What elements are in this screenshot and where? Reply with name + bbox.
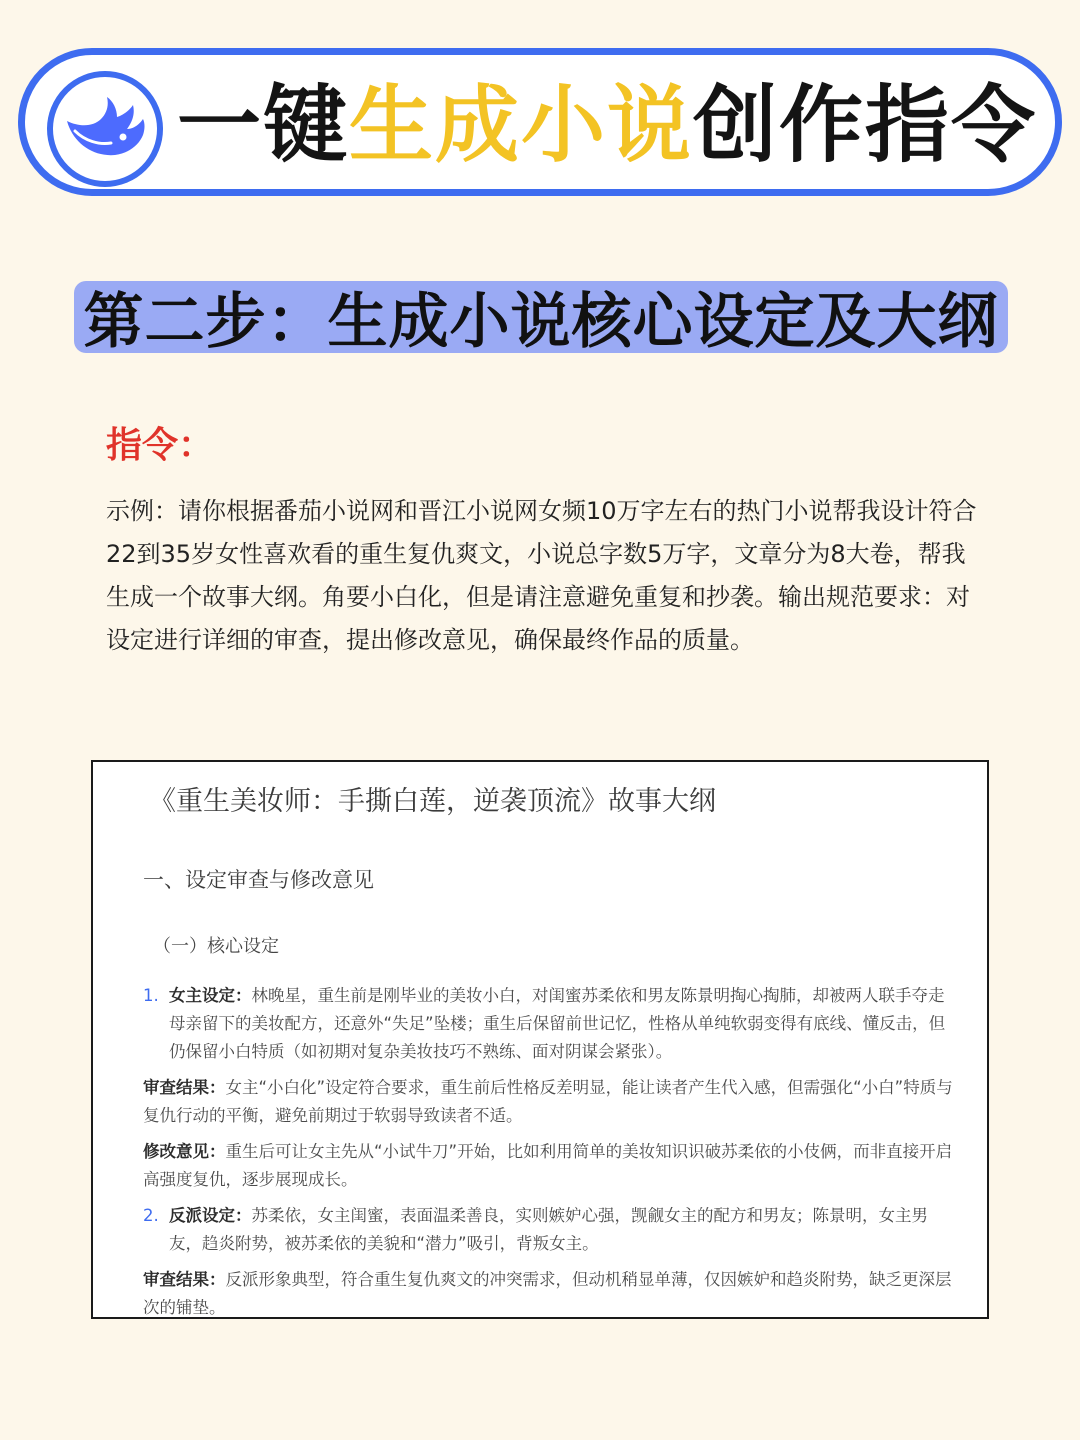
- item-label: 反派设定：: [169, 1206, 252, 1225]
- title-part-3: 创作指令: [693, 76, 1038, 174]
- step-banner: 第二步：生成小说核心设定及大纲: [74, 281, 1008, 353]
- review-paragraph: [143, 1074, 955, 1130]
- review-text: 女主“小白化”设定符合要求，重生前后性格反差明显，能让读者产生代入感，但需强化“小白”特质与复仇行动的平衡，避免前期过于软弱导致读者不适。: [143, 1078, 953, 1125]
- item-text: 苏柔依，女主闺蜜，表面温柔善良，实则嫉妒心强，觊觎女主的配方和男友；陈景明，女主男友，趋炎附势，被苏柔依的美貌和“潜力”吸引，背叛女主。: [169, 1206, 928, 1253]
- header-banner: [18, 48, 1062, 196]
- review-text: 反派形象典型，符合重生复仇爽文的冲突需求，但动机稍显单薄，仅因嫉妒和趋炎附势，缺乏更深层次的铺垫。: [143, 1270, 952, 1317]
- review-label: 审查结果：: [143, 1078, 226, 1097]
- title-part-1: 一键: [177, 76, 350, 174]
- revise-label: 修改意见：: [143, 1142, 226, 1161]
- whale-icon: [63, 91, 147, 167]
- review-label: 审查结果：: [143, 1270, 226, 1289]
- document-screenshot: [91, 760, 989, 1319]
- doc-title: 《重生美妆师：手撕白莲，逆袭顶流》故事大纲: [149, 786, 716, 817]
- doc-section-heading: 一、设定审查与修改意见: [143, 868, 374, 892]
- review-paragraph: [143, 1266, 955, 1319]
- page-title: [177, 75, 1037, 175]
- list-number: 1.: [143, 986, 159, 1005]
- instruction-label: 指令：: [106, 425, 215, 466]
- item-label: 女主设定：: [169, 986, 252, 1005]
- item-text: 林晚星，重生前是刚毕业的美妆小白，对闺蜜苏柔依和男友陈景明掏心掏肺，却被两人联手夺走母亲留下的美妆配方，还意外“失足”坠楼；重生后保留前世记忆，性格从单纯软弱变得有底线、懂反击，但仍保留小白特质（如初期对复杂美妆技巧不熟练、面对阴谋会紧张）。: [169, 986, 946, 1061]
- instruction-text: 示例：请你根据番茄小说网和晋江小说网女频10万字左右的热门小说帮我设计符合22到35岁女性喜欢看的重生复仇爽文，小说总字数5万字，文章分为8大卷，帮我生成一个故事大纲。角要小白化，但是请注意避免重复和抄袭。输出规范要求：对设定进行详细的审查，提出修改意见，确保最终作品的质量。: [106, 497, 977, 654]
- doc-body: [143, 982, 955, 1319]
- revise-text: 重生后可让女主先从“小试牛刀”开始，比如利用简单的美妆知识识破苏柔依的小伎俩，而非直接开启高强度复仇，逐步展现成长。: [143, 1142, 953, 1189]
- title-part-2: 生成小说: [349, 76, 694, 174]
- revise-paragraph: [143, 1138, 955, 1194]
- list-item: [143, 982, 955, 1066]
- list-number: 2.: [143, 1206, 159, 1225]
- doc-subsection-heading: （一）核心设定: [153, 936, 279, 957]
- logo: [47, 71, 163, 187]
- list-item: [143, 1202, 955, 1258]
